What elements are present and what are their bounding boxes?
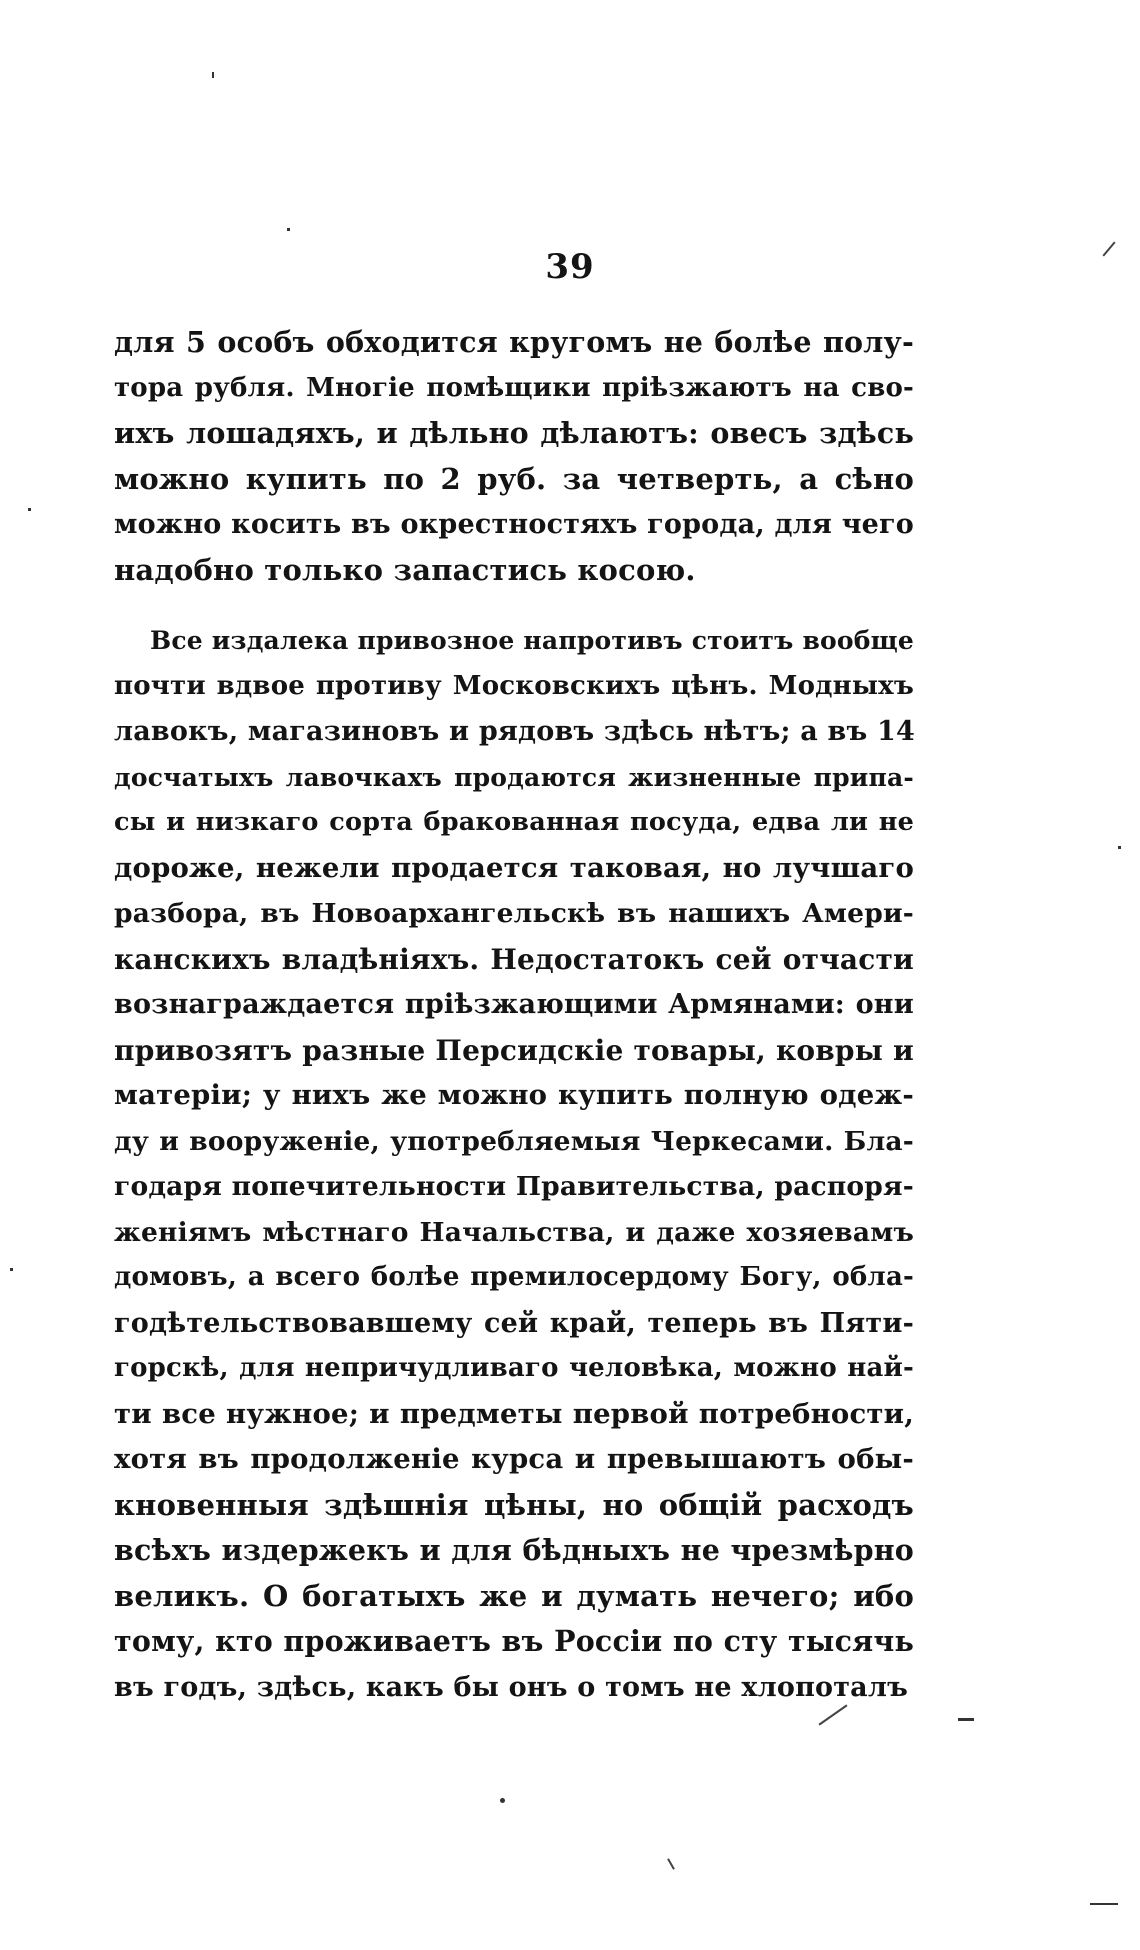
text-line: великъ. О богатыхъ же и думать нечего; ибо xyxy=(114,1578,914,1613)
text-line: кновенныя здѣшнія цѣны, но общій расходъ xyxy=(114,1487,914,1522)
text-line: досчатыхъ лавочкахъ продаются жизненные припа- xyxy=(114,762,914,792)
paragraph-1 xyxy=(114,320,914,593)
text-line: вознаграждается пріѣзжающими Армянами: они xyxy=(114,989,914,1020)
text-line: разбора, въ Новоархангельскѣ въ нашихъ Амери- xyxy=(114,898,914,929)
text-line: ихъ лошадяхъ, и дѣльно дѣлаютъ: овесъ здѣсь xyxy=(114,416,914,450)
scan-mark xyxy=(667,1858,675,1869)
scan-speck xyxy=(1090,1903,1118,1905)
scan-speck xyxy=(287,228,290,231)
text-line: ду и вооруженіе, употребляемыя Черкесами. Бла- xyxy=(114,1125,914,1157)
text-line: всѣхъ издержекъ и для бѣдныхъ не чрезмѣрно xyxy=(114,1533,914,1567)
scan-speck xyxy=(10,1268,13,1271)
text-line: можно косить въ окрестностяхъ города, для чего xyxy=(114,509,914,540)
text-line: почти вдвое противу Московскихъ цѣнъ. Модныхъ xyxy=(114,670,914,701)
text-line: для 5 особъ обходится кругомъ не болѣе полу- xyxy=(114,325,914,359)
text-line: надобно только запастись косою. xyxy=(114,552,696,587)
text-line: дороже, нежели продается таковая, но лучшаго xyxy=(114,851,914,884)
paragraph-2 xyxy=(114,618,914,1710)
text-line: домовъ, а всего болѣе премилосердому Богу, обла- xyxy=(114,1262,914,1292)
text-line: матеріи; у нихъ же можно купить полную одеж- xyxy=(114,1079,914,1111)
scan-speck xyxy=(500,1798,505,1803)
scan-speck xyxy=(28,508,31,511)
text-line: хотя въ продолженіе курса и превышаютъ обы- xyxy=(114,1443,914,1475)
text-line: тора рубля. Многіе помѣщики пріѣзжаютъ на сво- xyxy=(114,372,914,403)
text-line: можно купить по 2 руб. за четверть, а сѣно xyxy=(114,461,914,496)
page-number: 39 xyxy=(545,247,595,287)
text-line: годѣтельствовавшему сей край, теперь въ Пяти- xyxy=(114,1307,914,1339)
text-line: тому, кто проживаетъ въ Россіи по сту тысячь xyxy=(114,1624,914,1658)
text-line: Все издалека привозное напротивъ стоитъ вообще xyxy=(150,626,914,655)
scan-speck xyxy=(1118,846,1121,849)
text-line: сы и низкаго сорта бракованная посуда, едва ли не xyxy=(114,807,914,837)
scan-speck xyxy=(212,72,214,78)
text-line: горскѣ, для непричудливаго человѣка, можно най- xyxy=(114,1353,914,1383)
text-line: женіямъ мѣстнаго Начальства, и даже хозяевамъ xyxy=(114,1216,914,1248)
text-line: привозятъ разные Персидскіе товары, ковры и xyxy=(114,1033,914,1067)
text-line: въ годъ, здѣсь, какъ бы онъ о томъ не хлопоталъ xyxy=(114,1671,909,1703)
text-line: годаря попечительности Правительства, распоря- xyxy=(114,1171,914,1202)
scan-speck xyxy=(958,1718,974,1721)
text-line: лавокъ, магазиновъ и рядовъ здѣсь нѣтъ; а въ 14 xyxy=(114,716,915,747)
text-line: ти все нужное; и предметы первой потребности, xyxy=(114,1397,914,1430)
text-line: канскихъ владѣніяхъ. Недостатокъ сей отчасти xyxy=(114,942,914,976)
